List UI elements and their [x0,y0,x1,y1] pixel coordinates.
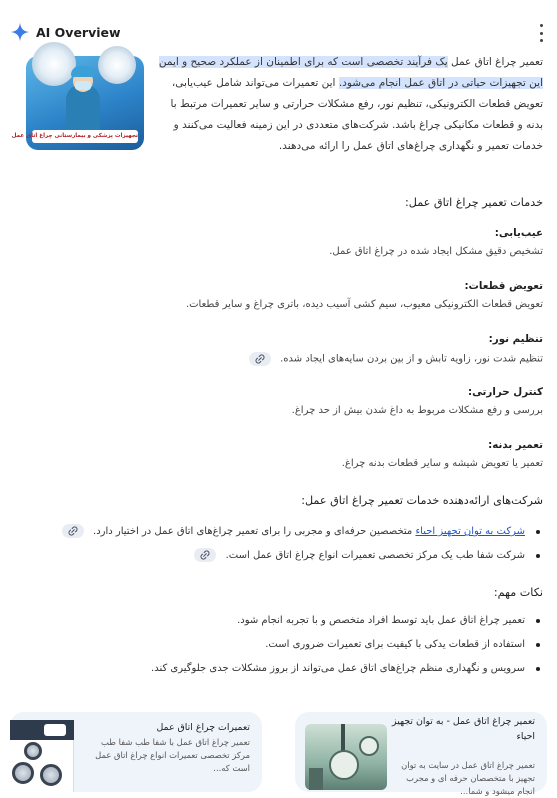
service-label: تنظیم نور: [488,333,543,345]
source-card-snippet: تعمیر چراغ اتاق عمل در سایت به توان تجهیز با متخصصان حرفه ای و مجرب انجام میشود و شما... [401,760,535,796]
source-card[interactable] [295,712,547,796]
list-item: سرویس و نگهداری منظم چراغ‌های اتاق عمل می‌تواند از بروز مشکلات جدی جلوگیری کند. [10,660,543,678]
source-link-chip[interactable] [62,524,84,538]
source-card-image [305,724,387,790]
sparkle-icon [10,22,30,42]
source-link-chip[interactable] [249,352,271,366]
intro-paragraph [155,52,543,157]
list-item: استفاده از قطعات یدکی با کیفیت برای تعمیرات ضروری است. [10,636,543,654]
service-label: عیب‌یابی: [494,227,543,239]
link-icon [68,526,78,536]
source-card-image [10,720,74,792]
source-card-title[interactable]: تعمیر چراغ اتاق عمل - به توان تجهیز احیاء [392,716,535,742]
intro-text-rest: این تعمیرات می‌تواند شامل عیب‌یابی، تعویض قطعات الکترونیکی، تنظیم نور، رفع مشکلات حرارتی و سایر تعمیرات مرتبط با بدنه و قطعات مکانیکی چراغ باشد. شرکت‌های متعددی در این زمینه فعالیت می‌کنند و خدمات تعمیر و نگهداری چراغ‌های اتاق عمل را ارائه می‌دهند. [170,77,543,152]
source-card[interactable] [10,712,262,792]
ai-overview-title: AI Overview [36,24,121,40]
companies-list [10,522,543,566]
source-cards [10,712,547,796]
link-icon [200,550,210,560]
service-desc: تنظیم شدت نور، زاویه تابش و از بین بردن سایه‌های ایجاد شده. [20,352,543,366]
services-heading: خدمات تعمیر چراغ اتاق عمل: [404,196,543,209]
intro-highlight[interactable]: یک فرآیند تخصصی است که برای اطمینان از عملکرد صحیح و ایمن این تجهیزات حیاتی در اتاق عمل انجام می‌شود. [158,56,543,89]
list-item: تعمیر چراغ اتاق عمل باید توسط افراد متخصص و با تجربه انجام شود. [10,612,543,630]
service-desc: تشخیص دقیق مشکل ایجاد شده در چراغ اتاق عمل. [329,246,543,257]
service-desc: تعمیر یا تعویض شیشه و سایر قطعات بدنه چراغ. [341,458,543,469]
service-desc: تعویض قطعات الکترونیکی معیوب، سیم کشی آسیب دیده، باتری چراغ و سایر قطعات. [185,299,543,310]
ai-overview-header [10,20,121,44]
service-label: تعمیر بدنه: [488,439,543,451]
service-label: کنترل حرارتی: [467,386,543,398]
notes-list [10,612,543,678]
list-item: شرکت به توان تجهیز احیاء متخصصین حرفه‌ای و مجربی را برای تعمیر چراغ‌های اتاق عمل در اختیار دارد. [10,522,543,542]
company-link[interactable]: شرکت به توان تجهیز احیاء [415,526,525,537]
source-card-snippet: تعمیر چراغ اتاق عمل با شفا طب شفا طب مرکز تخصصی تعمیرات انواع چراغ اتاق عمل است که... [95,737,250,773]
source-card-title[interactable]: تعمیرات چراغ اتاق عمل [156,722,250,733]
service-desc: بررسی و رفع مشکلات مربوط به داغ شدن بیش از حد چراغ. [291,405,543,416]
service-label: تعویض قطعات: [464,280,543,292]
hero-image-caption: تجهیزات پزشکی و بیمارستانی چراغ اتاق عمل [32,130,138,143]
source-link-chip[interactable] [194,548,216,562]
companies-heading: شرکت‌های ارائه‌دهنده خدمات تعمیر چراغ اتاق عمل: [301,494,543,507]
notes-heading: نکات مهم: [493,586,543,599]
link-icon [255,354,265,364]
list-item: شرکت شفا طب یک مرکز تخصصی تعمیرات انواع چراغ اتاق عمل است. [10,546,543,566]
intro-text-start: تعمیر چراغ اتاق عمل [447,56,543,68]
more-vert-icon[interactable] [535,24,547,42]
hero-image[interactable] [11,56,144,150]
